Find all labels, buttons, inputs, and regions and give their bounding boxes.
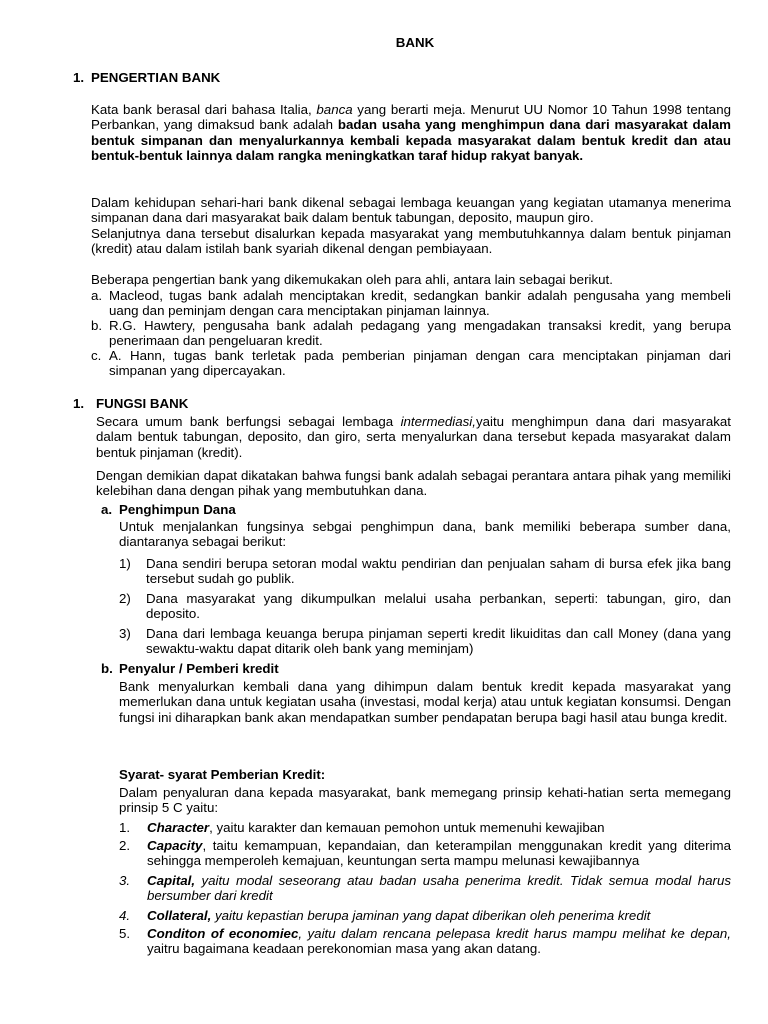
paragraph: Bank menyalurkan kembali dana yang dihimpun dalam bentuk kredit kepada masyarakat yang memerlukan dana untuk kegiatan usaha (investasi, modal kerja) atau untuk kegiatan konsumsi. Dengan fungsi ini diharapkan bank akan mendapatkan sumber pendapatan berupa bagi hasil atau bunga kredit. [119, 679, 731, 725]
list-item [147, 908, 731, 923]
paragraph: Untuk menjalankan fungsinya sebgai penghimpun dana, bank memiliki beberapa sumber dana, diantaranya sebagai berikut: [119, 519, 731, 550]
paragraph: Selanjutnya dana tersebut disalurkan kepada masyarakat yang membutuhkannya dalam bentuk pinjaman (kredit) atau dalam istilah bank syariah dikenal dengan pembiayaan. [91, 226, 731, 257]
subsection-heading: Penghimpun Dana [119, 502, 236, 517]
text-run: Secara umum bank berfungsi sebagai lembaga [96, 414, 401, 429]
italic-term: intermediasi, [400, 414, 476, 429]
list-term: Capacity [147, 838, 203, 853]
paragraph [91, 102, 731, 164]
list-marker: 3. [119, 873, 131, 888]
page-title: BANK [395, 35, 435, 50]
text-run: yang berarti meja. Menurut UU Nomor 10 Tahun 1998 tentang Perbankan, yang dimaksud bank adalah [91, 102, 731, 133]
section-number: 1. [73, 396, 85, 411]
list-marker: a. [91, 288, 103, 303]
list-item: R.G. Hawtery, pengusaha bank adalah pedagang yang mengadakan transaksi kredit, yang berupa penerimaan dan pengeluaran kredit. [109, 318, 731, 349]
text-run: yaitru bagaimana keadaan perekonomian masa yang akan datang. [147, 941, 542, 957]
list-term: Capital, [147, 873, 196, 888]
list-marker: c. [91, 348, 102, 363]
list-item: Dana dari lembaga keuanga berupa pinjaman seperti kredit likuiditas dan call Money (dana yang sewaktu-waktu dapat ditarik oleh bank yang meminjam) [146, 626, 731, 657]
list-item [147, 873, 731, 904]
text-run: yaitu menghimpun dana dari masyarakat dalam bentuk tabungan, deposito, dan giro, serta menyalurkan dana tersebut kepada masyarakat dalam bentuk pinjaman (kredit). [96, 414, 731, 460]
section-heading: PENGERTIAN BANK [91, 70, 221, 85]
paragraph: Dalam penyaluran dana kepada masyarakat, bank memegang prinsip kehati-hatian serta memegang prinsip 5 C yaitu: [119, 785, 731, 816]
text-run: Kata bank berasal dari bahasa Italia, [91, 102, 317, 117]
list-marker: 3) [119, 626, 131, 641]
list-term: Conditon of economiec [147, 926, 299, 941]
list-marker: b. [91, 318, 103, 333]
text-run: yaitu kepastian berupa jaminan yang dapat diberikan oleh penerima kredit [211, 908, 651, 923]
list-item [147, 838, 731, 869]
list-marker: 5. [119, 926, 131, 941]
list-term: Character [147, 820, 210, 835]
bold-definition: badan usaha yang menghimpun dana dari masyarakat dalam bentuk simpanan dan menyalurkannya kembali kepada masyarakat dalam bentuk kredit dan atau bentuk-bentuk lainnya dalam rangka meningkatkan taraf hidup rakyat banyak. [91, 117, 731, 164]
paragraph: Beberapa pengertian bank yang dikemukakan oleh para ahli, antara lain sebagai berikut. [91, 272, 613, 287]
subheading: Syarat- syarat Pemberian Kredit: [119, 767, 326, 782]
text-run: depan, [690, 926, 731, 941]
section-heading: FUNGSI BANK [96, 396, 189, 411]
list-item [147, 820, 731, 835]
list-item: Dana masyarakat yang dikumpulkan melalui usaha perbankan, seperti: tabungan, giro, dan deposito. [146, 591, 731, 622]
subsection-marker: b. [101, 661, 113, 676]
text-run: yaitu modal seseorang atau badan usaha penerima kredit. Tidak semua modal harus bersumber dari kredit [147, 873, 731, 904]
list-item: A. Hann, tugas bank terletak pada pemberian pinjaman dengan cara menciptakan pinjaman dari simpanan yang dipercayakan. [109, 348, 731, 379]
list-marker: 2. [119, 838, 131, 853]
section-number: 1. [73, 70, 85, 85]
list-item: Dana sendiri berupa setoran modal waktu pendirian dan penjualan saham di bursa efek jika bang tersebut sudah go publik. [146, 556, 731, 587]
italic-term: banca [316, 102, 353, 117]
list-marker: 1. [119, 820, 131, 835]
list-item [147, 926, 731, 957]
subsection-marker: a. [101, 502, 113, 517]
subsection-heading: Penyalur / Pemberi kredit [119, 661, 279, 676]
list-item: Macleod, tugas bank adalah menciptakan kredit, sedangkan bankir adalah pengusaha yang membeli uang dan peminjam dengan cara menciptakan pinjaman lainnya. [109, 288, 731, 319]
paragraph [96, 414, 731, 460]
list-term: Collateral, [147, 908, 212, 923]
list-marker: 4. [119, 908, 131, 923]
list-marker: 2) [119, 591, 131, 606]
text-run: , yaitu karakter dan kemauan pemohon untuk memenuhi kewajiban [209, 820, 605, 835]
list-marker: 1) [119, 556, 131, 571]
text-run: , taitu kemampuan, kepandaian, dan keterampilan menggunakan kredit yang diterima sehingga memperoleh kemajuan, keuntungan serta mampu melunasi kewajibannya [147, 838, 731, 869]
text-run: , yaitu dalam rencana pelepasa kredit harus mampu melihat ke [298, 926, 691, 941]
paragraph: Dalam kehidupan sehari-hari bank dikenal sebagai lembaga keuangan yang kegiatan utamanya menerima simpanan dana dari masyarakat baik dalam bentuk tabungan, deposito, maupun giro. [91, 195, 731, 226]
paragraph: Dengan demikian dapat dikatakan bahwa fungsi bank adalah sebagai perantara antara pihak yang memiliki kelebihan dana dengan pihak yang membutuhkan dana. [96, 468, 731, 499]
